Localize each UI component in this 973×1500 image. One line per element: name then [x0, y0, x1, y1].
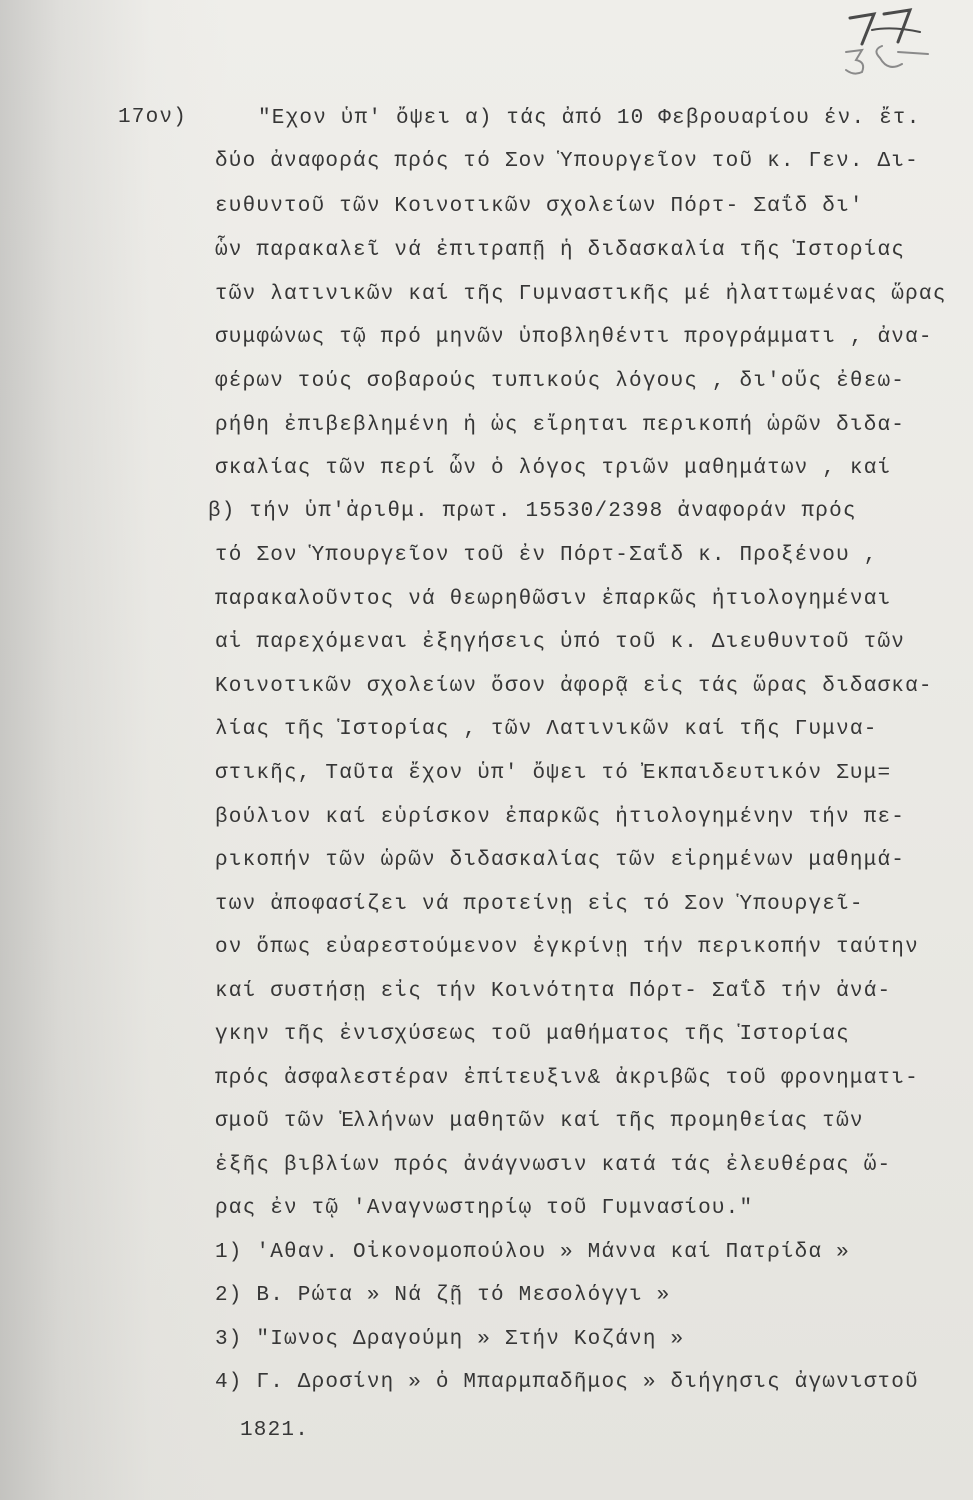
handwritten-page-number — [832, 0, 942, 80]
text-line: "Εχον ὑπ' ὄψει α) τάς ἀπό 10 Φεβρουαρίου έν. ἔτ. — [258, 107, 921, 130]
text-line: ευθυντοῦ τῶν Κοινοτικῶν σχολείων Πόρτ- Σαΐδ δι' — [215, 195, 864, 218]
text-line: ρήθη ἐπιβεβλημένη ἡ ὡς εἴρηται περικοπή ὡρῶν διδα- — [215, 414, 906, 437]
text-line: στικῆς, Ταῦτα ἔχον ὑπ' ὄψει τό Ἐκπαιδευτικόν Συμ= — [215, 762, 892, 785]
text-line: ρας ἐν τῷ 'Αναγνωστηρίῳ τοῦ Γυμνασίου." — [215, 1197, 754, 1220]
text-line: γκην τῆς ἐνισχύσεως τοῦ μαθήματος τῆς Ἱστορίας — [215, 1023, 850, 1046]
text-line: συμφώνως τῷ πρό μηνῶν ὑποβληθέντι προγράμματι , ἀνα- — [215, 326, 933, 349]
book-list-item: 3) "Ιωνος Δραγούμη » Στήν Κοζάνη » — [215, 1328, 685, 1351]
text-line: σμοῦ τῶν Ἑλλήνων μαθητῶν καί τῆς προμηθείας τῶν — [215, 1110, 864, 1133]
text-line: δύο ἀναφοράς πρός τό Σον Ὑπουργεῖον τοῦ κ. Γεν. Δι- — [215, 150, 919, 173]
text-line: β) τήν ὑπ'ἀριθμ. πρωτ. 15530/2398 ἀναφοράν πρός — [208, 500, 857, 523]
text-line: Κοινοτικῶν σχολείων ὅσον ἀφορᾷ εἰς τάς ὥρας διδασκα- — [215, 675, 933, 698]
text-line: βούλιον καί εὑρίσκον ἐπαρκῶς ἠτιολογημένην τήν πε- — [215, 806, 906, 829]
text-line: ὧν παρακαλεῖ νά ἐπιτραπῇ ἡ διδασκαλία τῆς Ἱστορίας — [215, 239, 906, 262]
text-line: φέρων τούς σοβαρούς τυπικούς λόγους , δι'οὕς ἐθεω- — [215, 370, 906, 393]
text-line: πρός ἀσφαλεστέραν ἐπίτευξιν& ἀκριβῶς τοῦ φρονηματι- — [215, 1067, 919, 1090]
text-line: τό Σον Ὑπουργεῖον τοῦ ἐν Πόρτ-Σαΐδ κ. Προξένου , — [215, 544, 878, 567]
section-number: 17ον) — [118, 106, 188, 129]
book-list-item: 4) Γ. Δροσίνη » ὁ Μπαρμπαδῆμος » διήγησις ἀγωνιστοῦ — [215, 1371, 919, 1394]
book-list-item: 2) Β. Ρώτα » Νά ζῇ τό Μεσολόγγι » — [215, 1284, 671, 1307]
book-list-item: 1) 'Αθαν. Οἰκονομοπούλου » Μάννα καί Πατρίδα » — [215, 1241, 850, 1264]
text-line: ἑξῆς βιβλίων πρός ἀνάγνωσιν κατά τάς ἐλευθέρας ὥ- — [215, 1154, 892, 1177]
text-line: ρικοπήν τῶν ὡρῶν διδασκαλίας τῶν εἰρημένων μαθημά- — [215, 849, 906, 872]
text-line: παρακαλοῦντος νά θεωρηθῶσιν ἐπαρκῶς ἠτιολογημέναι — [215, 588, 892, 611]
text-line: αἱ παρεχόμεναι ἐξηγήσεις ὑπό τοῦ κ. Διευθυντοῦ τῶν — [215, 631, 906, 654]
text-line: ον ὅπως εὐαρεστούμενον ἐγκρίνῃ τήν περικοπήν ταύτην — [215, 936, 919, 959]
text-line: λίας τῆς Ἱστορίας , τῶν Λατινικῶν καί τῆς Γυμνα- — [215, 718, 878, 741]
text-line: τῶν λατινικῶν καί τῆς Γυμναστικῆς μέ ἠλαττωμένας ὥρας — [215, 283, 947, 306]
text-line: των ἀποφασίζει νά προτείνῃ εἰς τό Σον Ὑπουργεῖ- — [215, 893, 864, 916]
text-line: καί συστήσῃ εἰς τήν Κοινότητα Πόρτ- Σαΐδ τήν ἀνά- — [215, 980, 892, 1003]
text-line: 1821. — [240, 1419, 310, 1442]
text-line: σκαλίας τῶν περί ὧν ὁ λόγος τριῶν μαθημάτων , καί — [215, 457, 892, 480]
